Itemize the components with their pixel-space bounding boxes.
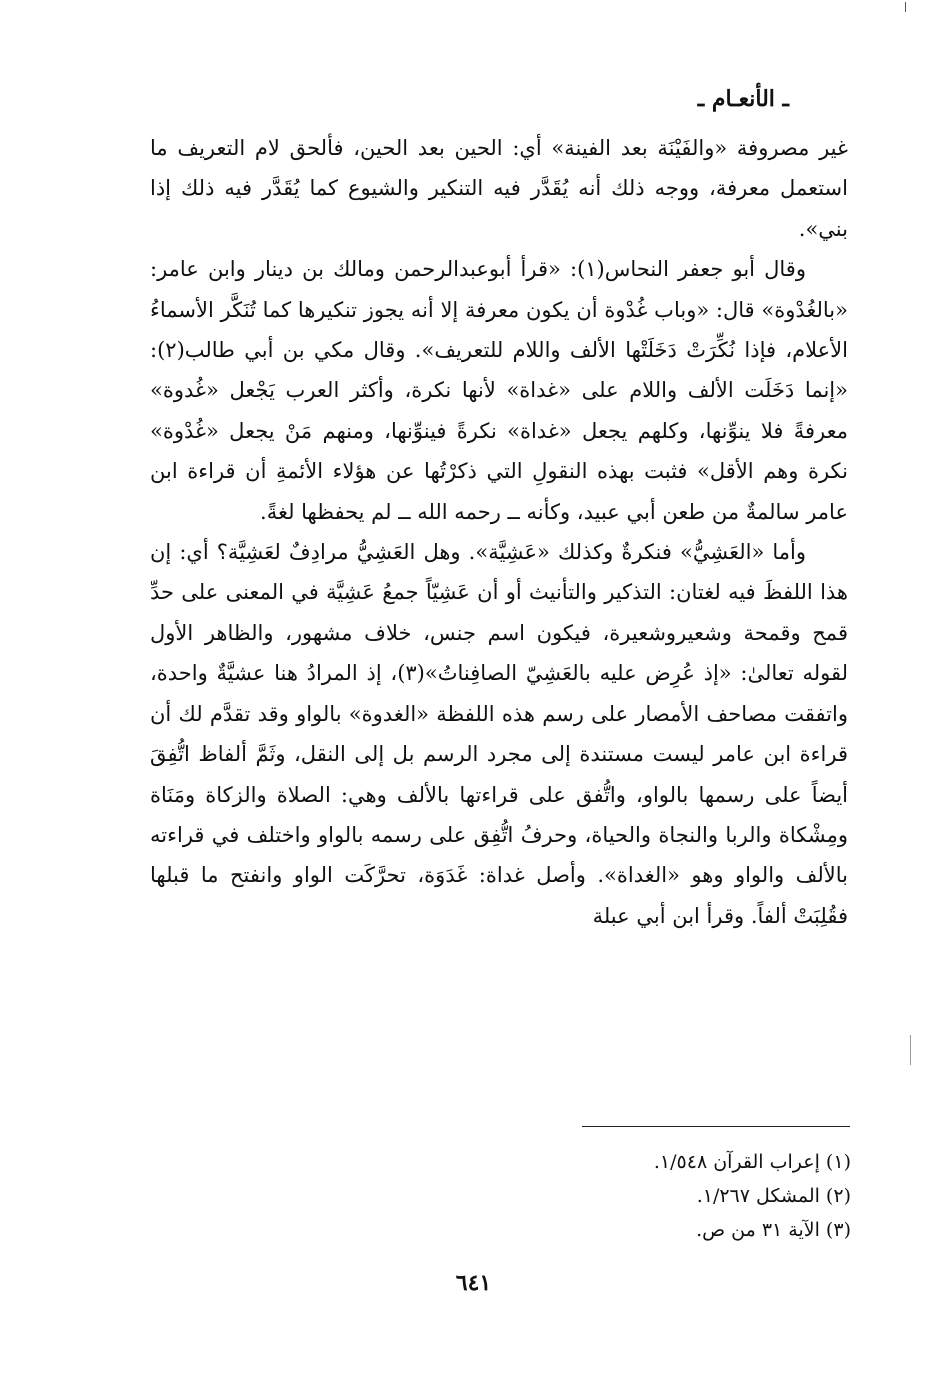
footnote-3: (٣) الآية ٣١ من ص. [696, 1219, 851, 1241]
running-header: ـ الأنعـام ـ [697, 86, 789, 112]
scan-side-mark [910, 1035, 912, 1065]
scan-corner-mark [905, 2, 912, 12]
footnote-1: (١) إعراب القرآن ١/٥٤٨. [653, 1151, 851, 1173]
paragraph-ashiyy: وأما «العَشِيُّ» فنكرةٌ وكذلك «عَشِيَّة». وهل العَشِيُّ مرادِفٌ لعَشِيَّة؟ أي: إن هذا اللفظَ فيه لغتان: التذكير والتأنيث أو أن عَشِيّاً جمعُ عَشِيَّة في المعنى على حدِّ قمح وقمحة وشعيروشعيرة، فيكون اسم جنس، خلاف مشهور، والظاهر الأول لقوله تعالىٰ: «إذ عُرِض عليه بالعَشِيّ الصافِناتُ»(٣)، إذ المرادُ هنا عشيَّةٌ واحدة، واتفقت مصاحف الأمصار على رسم هذه اللفظة «الغدوة» بالواو وقد تقدَّم لك أن قراءة ابن عامر ليست مستندة إلى مجرد الرسم بل إلى النقل، وثَمَّ ألفاظ اتُّفِقَ أيضاً على رسمها بالواو، واتُّفق على قراءتها بالألف وهي: الصلاة والزكاة ومَنَاة ومِشْكاة والربا والنجاة والحياة، وحرفُ اتُّفِق على رسمه بالواو واختلف في قراءته بالألف والواو وهو «الغداة». وأصل غداة: غَدَوَة، تحرَّكَت الواو وانفتح ما قبلها فقُلِبَتْ ألفاً. وقرأ ابن أبي عبلة [150, 540, 848, 928]
main-text [150, 128, 848, 936]
page-number: ٦٤١ [455, 1270, 492, 1296]
paragraph-nahhas: وقال أبو جعفر النحاس(١): «قرأ أبوعبدالرحمن ومالك بن دينار وابن عامر: «بالغُدْوة» قال: «وباب غُدْوة أن يكون معرفة إلا أنه يجوز تنكيرها كما تُنَكَّر الأسماءُ الأعلام، فإذا نُكِّرَتْ دَخَلَتْها الألف واللام للتعريف». وقال مكي بن أبي طالب(٢): «إنما دَخَلَت الألف واللام على «غداة» لأنها نكرة، وأكثر العرب يَجْعل «غُدوة» معرفةً فلا ينوِّنها، وكلهم يجعل «غداة» نكرةً فينوِّنها، ومنهم مَنْ يجعل «غُدْوة» نكرة وهم الأقل» فثبت بهذه النقولِ التي ذكرْتُها عن هؤلاء الأئمةِ أن قراءة ابن عامر سالمةٌ من طعن أبي عبيد، وكأنه ــ رحمه الله ــ لم يحفظها لغةً. [150, 257, 848, 524]
paragraph-continuation: غير مصروفة «والفَيْنَة بعد الفينة» أي: الحين بعد الحين، فألحق لام التعريف ما استعمل معرفة، ووجه ذلك أنه يُقَدَّر فيه التنكير والشيوع كما يُقَدَّر فيه ذلك إذا بني». [150, 136, 848, 241]
footnote-separator [582, 1126, 850, 1127]
footnotes [431, 1145, 851, 1247]
footnote-2: (٢) المشكل ١/٢٦٧. [696, 1185, 851, 1207]
